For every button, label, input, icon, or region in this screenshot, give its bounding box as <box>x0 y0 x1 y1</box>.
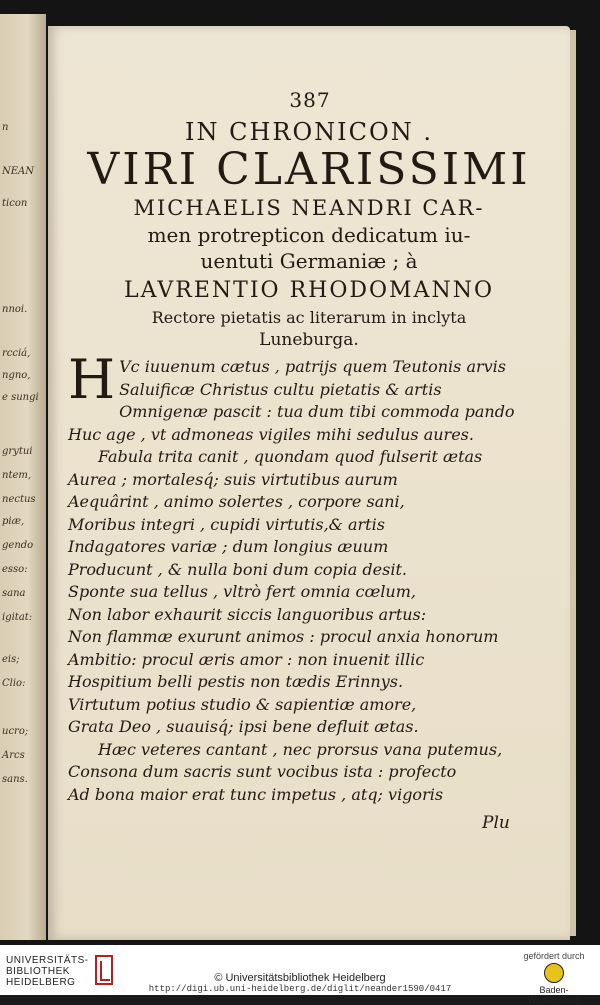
poem-line: Indagatores variæ ; dum longius æuum <box>68 537 389 556</box>
poem-line: Consona dum sacris sunt vocibus ista : profecto <box>68 762 457 781</box>
prev-fragment: grytui <box>2 446 33 457</box>
prev-fragment: Clio: <box>2 678 26 689</box>
poem-line: Aurea ; mortalesq́; suis virtutibus aurum <box>68 469 398 489</box>
viewer-footer <box>0 945 600 1005</box>
poem-line: Hospitium belli pestis non tædis Erinnys. <box>68 672 404 691</box>
poem-line: Hæc veteres cantant , nec prorsus vana putemus, <box>98 739 503 759</box>
poem-line: Ambitio: procul æris amor : non inuenit illic <box>68 649 425 669</box>
poem-line: Vc iuuenum cætus , patrijs quem Teutonis arvis <box>119 357 507 376</box>
heading-line: uentuti Germaniæ ; à <box>200 249 418 273</box>
permalink-url[interactable]: http://digi.ub.uni-heidelberg.de/diglit/neander1590/0417 <box>148 984 452 994</box>
prev-fragment: ngno, <box>2 370 31 381</box>
heading-line: IN CHRONICON . <box>185 118 433 146</box>
previous-page-edge <box>0 14 46 940</box>
heading-line: MICHAELIS NEANDRI CAR- <box>133 196 485 220</box>
prev-fragment: Arcs <box>2 750 25 761</box>
poem-line: Producunt , & nulla boni dum copia desit. <box>68 559 407 579</box>
prev-fragment: piæ, <box>2 516 25 527</box>
poem-line: Ad bona maior erat tunc impetus , atq; vigoris <box>68 784 444 804</box>
poem-line: Omnigenæ pascit : tua dum tibi commoda pando <box>119 402 515 421</box>
heading-line: Rectore pietatis ac literarum in inclyta <box>151 308 467 327</box>
prev-fragment: n <box>2 122 9 133</box>
heading-title: VIRI CLARISSIMI <box>87 144 531 195</box>
prev-fragment: igitat: <box>2 612 33 623</box>
drop-cap: H <box>68 348 116 411</box>
prev-fragment: nnoi. <box>2 304 28 315</box>
funded-by-label: gefördert durch <box>523 951 585 961</box>
prev-fragment: sans. <box>2 774 28 785</box>
funder-block <box>514 951 594 1005</box>
poem-line: Fabula trita canit , quondam quod fulserit ætas <box>98 447 483 466</box>
funder-name: Baden-Württemberg <box>527 985 580 1005</box>
page-number: 387 <box>289 88 331 112</box>
prev-fragment: ntem, <box>2 470 32 481</box>
heading-line: men protrepticon dedicatum iu- <box>147 223 471 247</box>
prev-fragment: sana <box>2 588 26 599</box>
heading-author: LAVRENTIO RHODOMANNO <box>124 278 494 303</box>
poem-line: Sponte sua tellus , vltrò fert omnia cœlum, <box>68 582 416 601</box>
poem-line: Virtutum potius studio & sapientiæ amore, <box>68 694 417 714</box>
copyright-text: © Universitätsbibliothek Heidelberg <box>214 972 386 984</box>
prev-fragment: e sungi <box>2 392 39 403</box>
poem-line: Aequârint , animo solertes , corpore sani, <box>68 492 405 511</box>
prev-fragment: rcciá, <box>2 348 31 359</box>
library-name: UNIVERSITÄTS- BIBLIOTHEK HEIDELBERG <box>6 955 89 988</box>
poem-line: Non labor exhaurit siccis languoribus artus: <box>68 604 427 624</box>
poem-body <box>68 348 548 806</box>
prev-fragment: nectus <box>2 494 36 505</box>
prev-fragment: gendo <box>2 540 34 551</box>
prev-fragment: esso: <box>2 564 28 575</box>
poem-line: Huc age , vt admoneas vigiles mihi sedulus aures. <box>68 424 474 444</box>
state-crest-icon <box>544 963 564 983</box>
poem-line: Moribus integri , cupidi virtutis,& artis <box>68 514 385 534</box>
poem-line: Grata Deo , suauisq́; ipsi bene defluit ætas. <box>68 717 419 736</box>
poem-line: Non flammæ exurunt animos : procul anxia honorum <box>68 627 499 646</box>
catchword: Plu <box>482 813 510 833</box>
prev-fragment: ticon <box>2 198 28 209</box>
poem-line: Saluificæ Christus cultu pietatis & artis <box>119 379 442 399</box>
prev-fragment: eis; <box>2 654 20 665</box>
heading-line: Luneburga. <box>259 330 359 350</box>
book-page <box>48 26 570 940</box>
page-edge <box>570 30 576 936</box>
prev-fragment: NEAN <box>2 166 35 177</box>
prev-fragment: ucro; <box>2 726 29 737</box>
